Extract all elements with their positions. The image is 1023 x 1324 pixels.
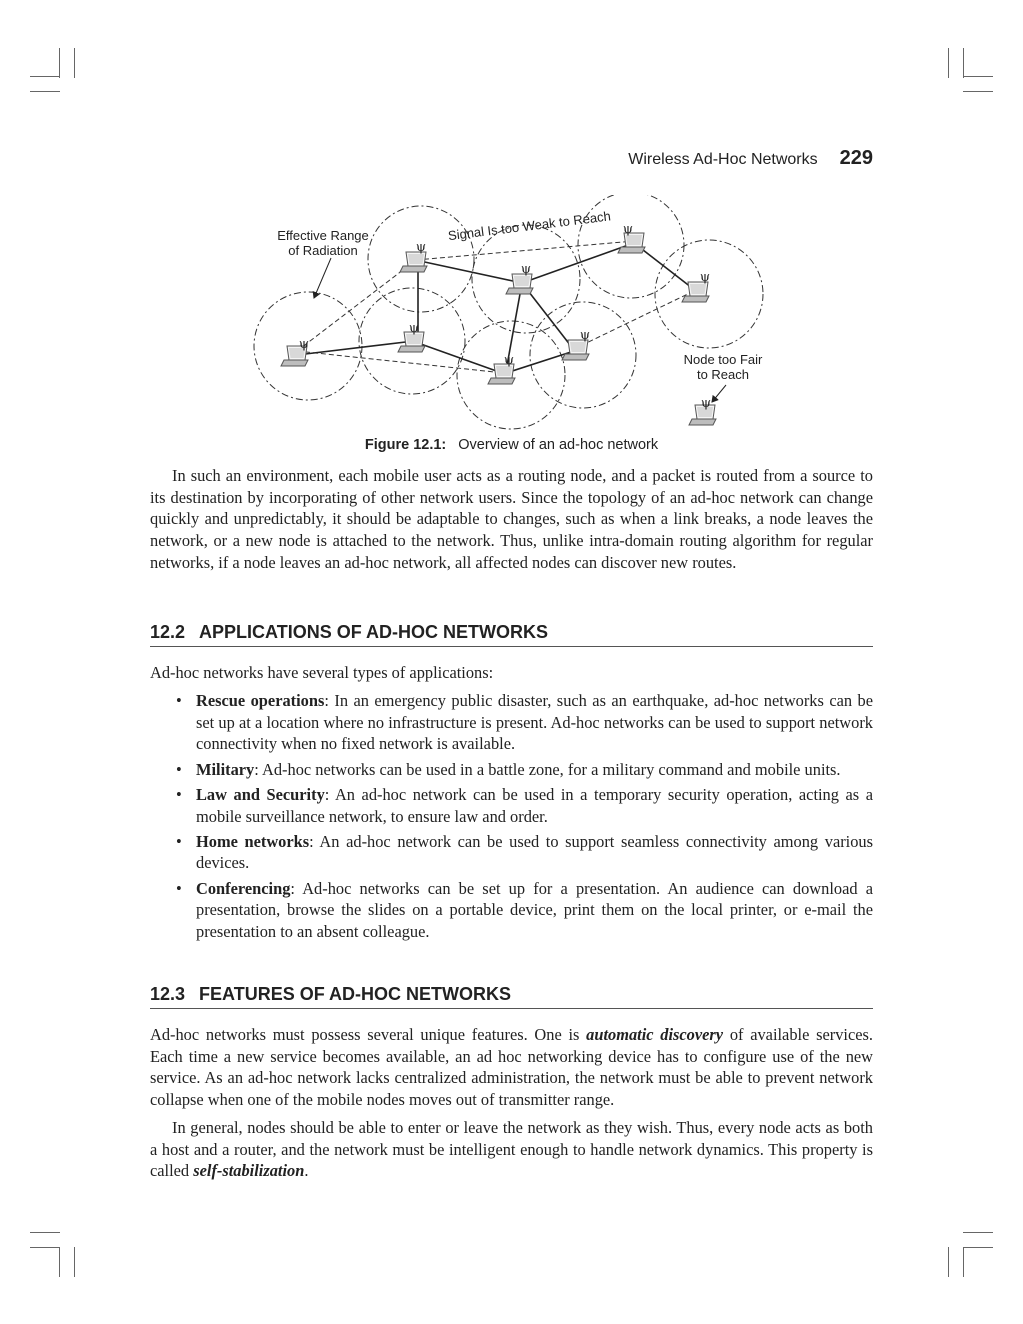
list-item-term: Conferencing: [196, 878, 291, 898]
crop-mark: [963, 91, 993, 92]
antenna-icon: ψ: [408, 321, 420, 336]
applications-intro: Ad-hoc networks have several types of applications:: [150, 663, 494, 682]
link: [420, 261, 522, 283]
features-p1-a: Ad-hoc networks must possess several unique features. One is: [150, 1025, 587, 1044]
features-p1-b: of available services. Each time a new service becomes available, an ad hoc networking device has to configure use of the new service. As an ad-hoc network lacks centralized administration, the network must be able to prevent network collapse when one of the mobile nodes moves out of transmitter range.: [150, 1025, 873, 1110]
crop-mark: [30, 1247, 60, 1248]
crop-mark: [59, 48, 60, 78]
features-block: [150, 1024, 873, 1182]
section-title: FEATURES OF AD-HOC NETWORKS: [199, 984, 512, 1004]
antenna-icon: ψ: [298, 337, 310, 352]
antenna-icon: ψ: [520, 262, 532, 277]
crop-mark: [963, 1247, 964, 1277]
applications-intro-block: [150, 662, 873, 684]
features-p2-a: In general, nodes should be able to enter or leave the network as they wish. Thus, every node acts as both a host and a router, and the network must be intelligent enough to handle network dynamics. This property is called: [150, 1117, 873, 1181]
section-12-2-heading: [150, 622, 873, 647]
list-item-text: : An ad-hoc network can be used to support seamless connectivity among various devices.: [196, 831, 873, 873]
antenna-icon: ψ: [700, 396, 712, 411]
intro-block: [150, 465, 873, 574]
link: [297, 341, 414, 355]
antenna-icon: ψ: [699, 270, 711, 285]
crop-mark: [963, 48, 964, 78]
crop-mark: [30, 91, 60, 92]
effective-range-label: Effective Range of Radiation: [277, 228, 369, 258]
list-item-term: Law and Security: [196, 784, 325, 804]
crop-mark: [30, 1232, 60, 1233]
features-paragraph-1: [150, 1024, 873, 1111]
list-item-text: : Ad-hoc networks can be used in a battle zone, for a military command and mobile units.: [254, 759, 841, 779]
list-item-term: Military: [196, 759, 255, 779]
effective-range-arrow: [314, 258, 331, 298]
list-item: [150, 784, 873, 827]
crop-mark: [948, 1247, 949, 1277]
crop-mark: [963, 1247, 993, 1248]
antenna-icon: ψ: [579, 328, 591, 343]
running-head: [628, 147, 873, 170]
crop-mark: [963, 1232, 993, 1233]
intro-paragraph: In such an environment, each mobile user acts as a routing node, and a packet is routed from a source to its destination by incorporating of other network users. Since the topology of an ad-hoc network can change quickly and unpredictably, it should be adaptable to changes, such as when a link breaks, a node leaves the network, or a new node is attached to the network. Thus, unlike intra-domain routing algorithm for regular networks, if a node leaves an ad-hoc network, all affected nodes can discover new routes.: [150, 466, 873, 572]
weak-link: [297, 260, 416, 351]
applications-list: [150, 690, 873, 946]
crop-mark: [59, 1247, 60, 1277]
section-number: 12.3: [150, 984, 186, 1004]
crop-mark: [74, 48, 75, 78]
list-item: [150, 690, 873, 755]
running-head-title: Wireless Ad-Hoc Networks: [628, 151, 818, 168]
laptop-node: [400, 252, 427, 272]
antenna-icon: ψ: [415, 240, 427, 255]
laptop-node: [562, 340, 589, 360]
features-p2-b: .: [304, 1161, 309, 1181]
node-too-far-label: Node too Fair to Reach: [683, 352, 763, 382]
features-paragraph-2: [150, 1117, 873, 1182]
node-too-far-arrow: [712, 385, 726, 402]
antenna-icon: ψ: [622, 222, 634, 237]
figure-caption-label: Figure 12.1:: [364, 437, 447, 453]
section-title: APPLICATIONS OF AD-HOC NETWORKS: [199, 622, 549, 642]
range-circle: [655, 240, 763, 348]
list-item-term: Rescue operations: [196, 691, 325, 710]
list-item: [150, 831, 873, 874]
laptop-node: [506, 274, 533, 294]
list-item-text: : An ad-hoc network can be used in a temporary security operation, acting as a mobile surveillance network, to ensure law and order.: [196, 784, 873, 826]
figure-adhoc-network: [150, 195, 873, 457]
antenna-icon: ψ: [503, 353, 515, 368]
figure-caption-text: Overview of an ad-hoc network: [458, 437, 659, 453]
features-p2-emphasis: self-stabilization: [193, 1161, 305, 1181]
list-item-term: Home networks: [196, 831, 310, 851]
list-item: [150, 878, 873, 943]
signal-weak-label: Signal Is too Weak to Reach: [447, 208, 612, 244]
page-number: 229: [839, 147, 873, 169]
section-12-3-heading: [150, 984, 873, 1009]
crop-mark: [74, 1247, 75, 1277]
list-item: [150, 759, 873, 781]
features-p1-emphasis: automatic discovery: [586, 1025, 724, 1044]
list-item-text: : Ad-hoc networks can be set up for a presentation. An audience can download a presentation, browse the slides on a portable device, print them on the local printer, or e-mail the presentation to an absent colleague.: [196, 878, 873, 942]
crop-mark: [963, 76, 993, 77]
crop-mark: [30, 76, 60, 77]
crop-mark: [948, 48, 949, 78]
weak-link: [416, 241, 634, 260]
list-item-text: : In an emergency public disaster, such as an earthquake, ad-hoc networks can be set up at a location where no infrastructure is present. Ad-hoc networks can be used to support network connectivity when no fixed network is available.: [196, 691, 873, 754]
figure-caption: [150, 437, 873, 453]
laptop-node: [682, 282, 709, 302]
section-number: 12.2: [150, 622, 186, 642]
